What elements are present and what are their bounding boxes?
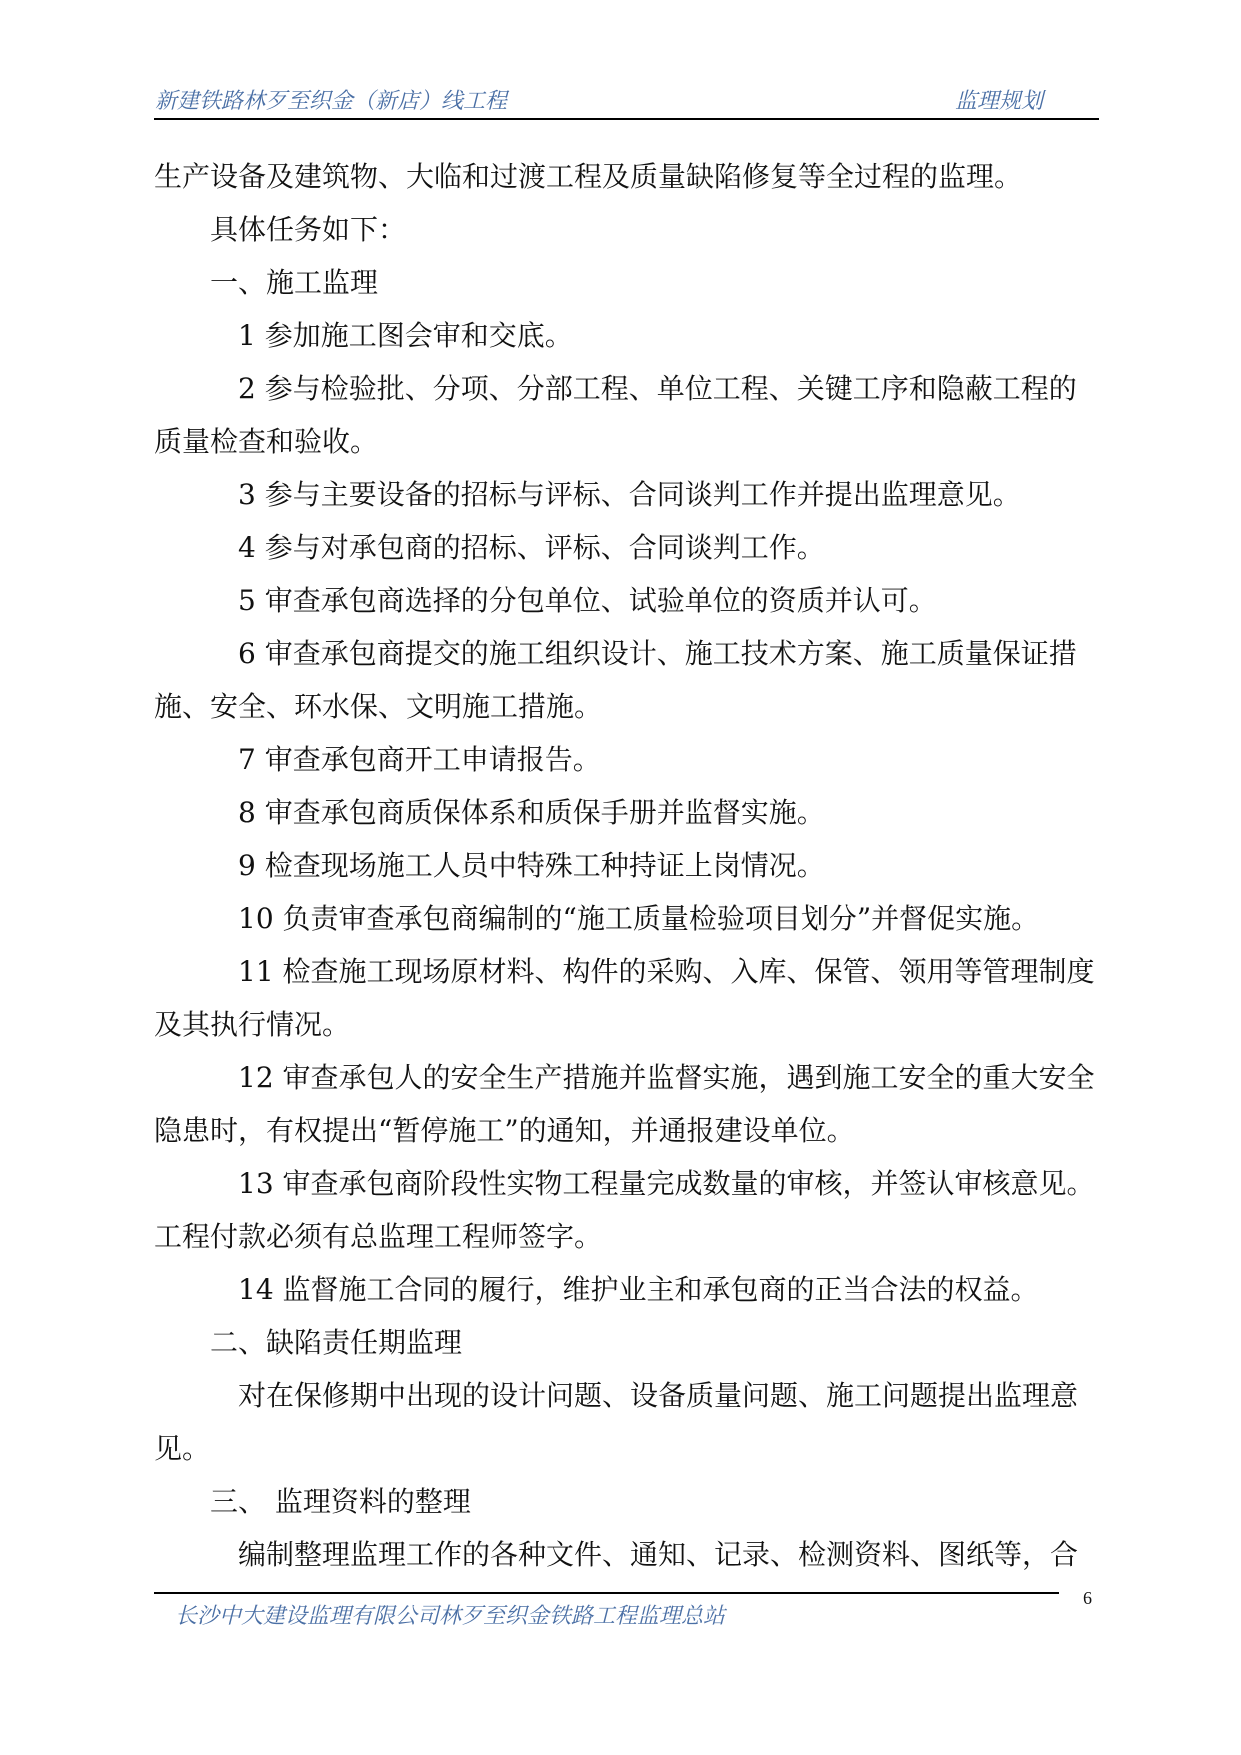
list-item: 1 参加施工图会审和交底。: [238, 319, 573, 352]
section-heading: 二、缺陷责任期监理: [210, 1326, 463, 1359]
section-heading: 一、施工监理: [210, 266, 379, 299]
paragraph: 生产设备及建筑物、大临和过渡工程及质量缺陷修复等全过程的监理。: [154, 160, 1023, 193]
list-item: 14 监督施工合同的履行，维护业主和承包商的正当合法的权益。: [238, 1273, 1039, 1306]
header-project-title: 新建铁路林歹至织金（新店）线工程: [155, 89, 508, 114]
list-item: 2 参与检验批、分项、分部工程、单位工程、关键工序和隐蔽工程的质量检查和验收。: [154, 372, 1077, 458]
list-item: 5 审查承包商选择的分包单位、试验单位的资质并认可。: [238, 584, 937, 617]
list-item: 11 检查施工现场原材料、构件的采购、入库、保管、领用等管理制度及其执行情况。: [154, 955, 1095, 1041]
list-item: 13 审查承包商阶段性实物工程量完成数量的审核，并签认审核意见。工程付款必须有总监理工程师签字。: [154, 1167, 1095, 1253]
section-heading: 三、 监理资料的整理: [210, 1485, 471, 1518]
paragraph: 编制整理监理工作的各种文件、通知、记录、检测资料、图纸等，合: [238, 1538, 1079, 1571]
list-item: 3 参与主要设备的招标与评标、合同谈判工作并提出监理意见。: [238, 478, 1021, 511]
footer-rule: [154, 1592, 1059, 1594]
list-item: 4 参与对承包商的招标、评标、合同谈判工作。: [238, 531, 825, 564]
page-number: 6: [1083, 1588, 1092, 1608]
list-item: 9 检查现场施工人员中特殊工种持证上岗情况。: [238, 849, 825, 882]
paragraph: 对在保修期中出现的设计问题、设备质量问题、施工问题提出监理意见。: [154, 1379, 1079, 1465]
list-item: 10 负责审查承包商编制的“施工质量检验项目划分”并督促实施。: [238, 902, 1040, 935]
paragraph: 具体任务如下：: [210, 213, 407, 246]
body-text: [154, 150, 1104, 1581]
footer-company: 长沙中大建设监理有限公司林歹至织金铁路工程监理总站: [175, 1604, 726, 1629]
list-item: 8 审查承包商质保体系和质保手册并监督实施。: [238, 796, 825, 829]
list-item: 12 审查承包人的安全生产措施并监督实施，遇到施工安全的重大安全隐患时，有权提出“暂停施工”的通知，并通报建设单位。: [154, 1061, 1095, 1147]
header-rule: [154, 118, 1099, 120]
header-section-title: 监理规划: [955, 89, 1044, 114]
list-item: 7 审查承包商开工申请报告。: [238, 743, 601, 776]
list-item: 6 审查承包商提交的施工组织设计、施工技术方案、施工质量保证措施、安全、环水保、文明施工措施。: [154, 637, 1077, 723]
